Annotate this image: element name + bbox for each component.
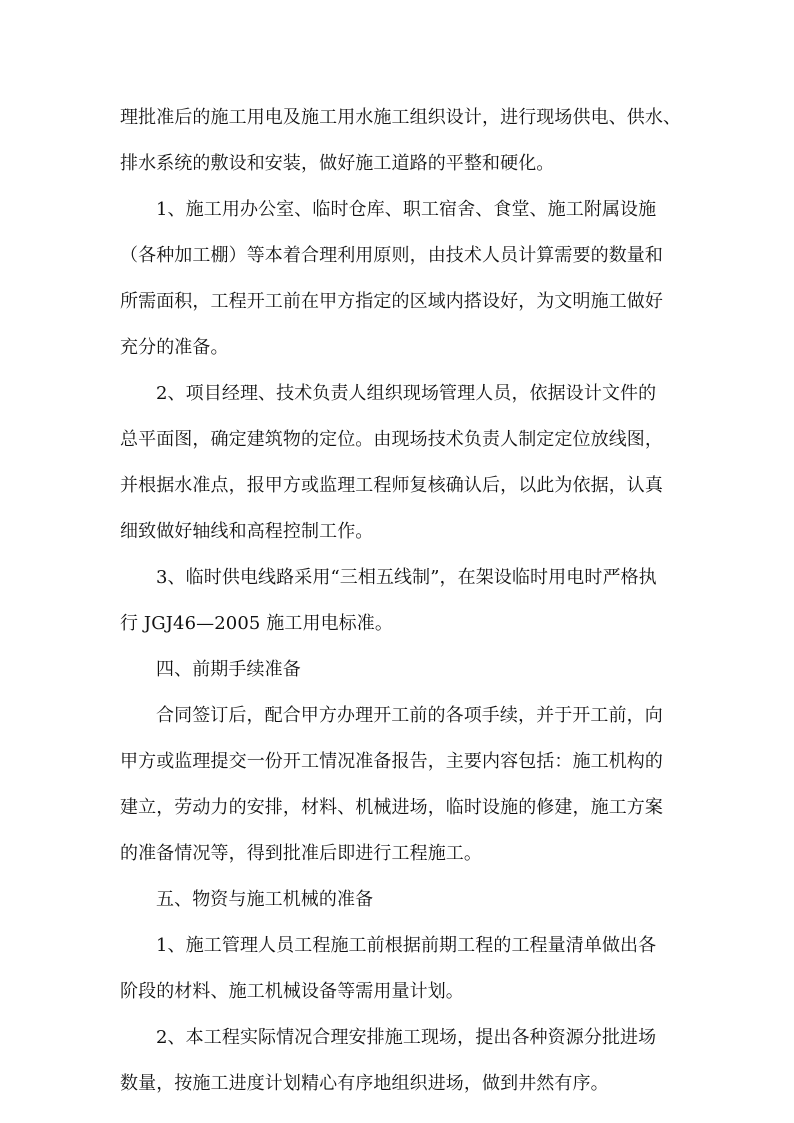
list-item-1-line: 1、施工用办公室、临时仓库、职工宿舍、食堂、施工附属设施 bbox=[156, 199, 657, 220]
section-5-item-2-line: 数量，按施工进度计划精心有序地组织进场，做到井然有序。 bbox=[120, 1073, 609, 1094]
list-item-2-line: 总平面图，确定建筑物的定位。由现场技术负责人制定定位放线图， bbox=[120, 429, 663, 450]
section-5-item-1-line: 1、施工管理人员工程施工前根据前期工程的工程量清单做出各 bbox=[156, 935, 657, 956]
paragraph-line: 理批准后的施工用电及施工用水施工组织设计，进行现场供电、供水、 bbox=[120, 107, 682, 128]
section-4-paragraph-line: 的准备情况等，得到批准后即进行工程施工。 bbox=[120, 843, 482, 864]
list-item-1-line: （各种加工棚）等本着合理利用原则，由技术人员计算需要的数量和 bbox=[120, 245, 663, 266]
paragraph-line: 排水系统的敷设和安装，做好施工道路的平整和硬化。 bbox=[120, 153, 555, 174]
list-item-1-line: 充分的准备。 bbox=[120, 337, 229, 358]
list-item-2-line: 2、项目经理、技术负责人组织现场管理人员，依据设计文件的 bbox=[156, 383, 657, 404]
list-item-3-line: 3、临时供电线路采用“三相五线制”，在架设临时用电时严格执 bbox=[156, 567, 657, 588]
list-item-3-line: 行 JGJ46—2005 施工用电标准。 bbox=[120, 613, 393, 634]
section-4-paragraph-line: 甲方或监理提交一份开工情况准备报告，主要内容包括：施工机构的 bbox=[120, 751, 663, 772]
list-item-2-line: 并根据水准点，报甲方或监理工程师复核确认后，以此为依据，认真 bbox=[120, 475, 663, 496]
section-4-paragraph-line: 建立，劳动力的安排，材料、机械进场，临时设施的修建，施工方案 bbox=[120, 797, 663, 818]
section-heading-4: 四、前期手续准备 bbox=[156, 659, 301, 680]
list-item-2-line: 细致做好轴线和高程控制工作。 bbox=[120, 521, 374, 542]
section-4-paragraph-line: 合同签订后，配合甲方办理开工前的各项手续，并于开工前，向 bbox=[156, 705, 663, 726]
section-5-item-2-line: 2、本工程实际情况合理安排施工现场，提出各种资源分批进场 bbox=[156, 1027, 657, 1048]
section-heading-5: 五、物资与施工机械的准备 bbox=[156, 889, 374, 910]
list-item-1-line: 所需面积，工程开工前在甲方指定的区域内搭设好，为文明施工做好 bbox=[120, 291, 663, 312]
document-body bbox=[120, 100, 680, 1102]
section-5-item-1-line: 阶段的材料、施工机械设备等需用量计划。 bbox=[120, 981, 464, 1002]
